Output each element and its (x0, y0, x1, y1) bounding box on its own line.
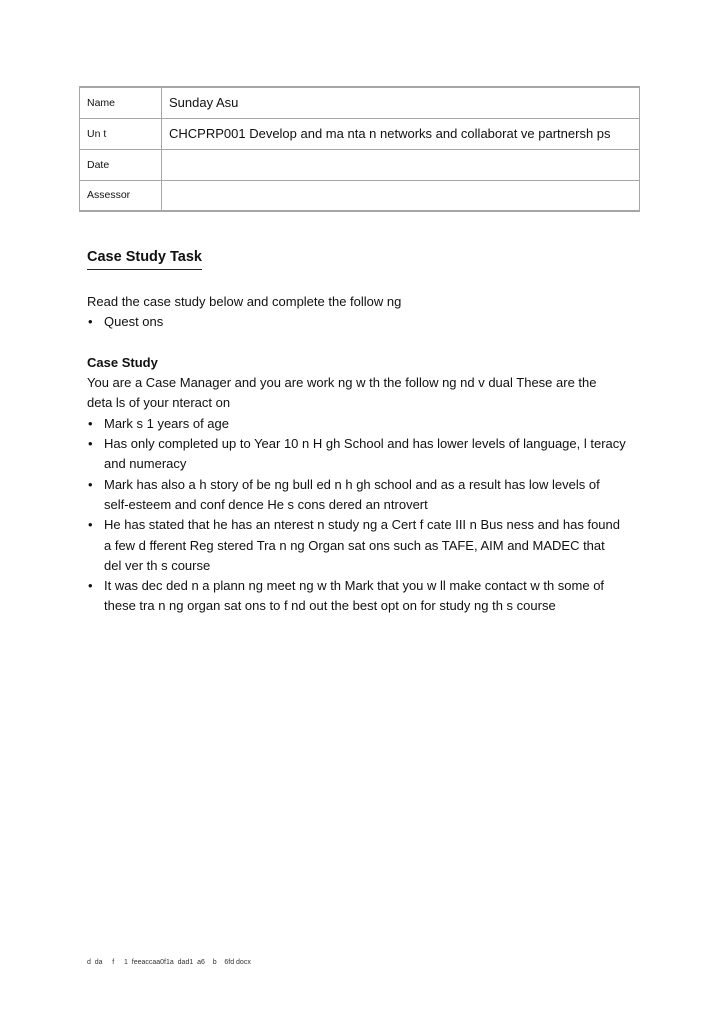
bullet-line: a few d fferent Reg stered Tra n ng Organ sat ons such as TAFE, AIM and MADEC that (104, 537, 605, 553)
bullet-line: these tra n ng organ sat ons to f nd out the best opt on for study ng th s course (104, 598, 556, 614)
paragraph-spacer (87, 333, 647, 353)
date-value (162, 149, 640, 180)
case-study-intro-line: deta ls of your nteract on (87, 395, 231, 411)
footer-filename: d da f 1 feeaccaa0f1a dad1 a6 b 6fd docx (87, 959, 251, 966)
bullet-line: self-esteem and conf dence He s cons dered an ntrovert (104, 496, 428, 512)
date-label: Date (80, 149, 162, 180)
assessor-label: Assessor (80, 180, 162, 211)
case-study-bullet (87, 576, 647, 617)
details-row-date (80, 149, 640, 180)
name-label: Name (80, 87, 162, 118)
assessor-value (162, 180, 640, 211)
task-heading: Case Study Task (87, 248, 202, 270)
details-row-name (80, 87, 640, 118)
case-study-intro-line: You are a Case Manager and you are work ng w th the follow ng nd v dual These are the (87, 375, 597, 391)
intro-text: Read the case study below and complete the follow ng (87, 294, 402, 309)
bullet-line: Mark has also a h story of be ng bull ed n h gh school and as a result has low levels of (104, 476, 600, 492)
details-row-assessor (80, 180, 640, 211)
name-value: Sunday Asu (162, 87, 640, 118)
intro-bullet: • Quest ons (87, 312, 647, 332)
intro-bullet-list (87, 312, 647, 332)
bullet-line: and numeracy (104, 456, 187, 472)
document-body (87, 292, 647, 617)
case-study-bullet-list (87, 414, 647, 617)
case-study-bullet (87, 434, 647, 475)
case-study-bullet (87, 475, 647, 516)
details-row-unit (80, 118, 640, 149)
case-study-heading: Case Study (87, 354, 158, 370)
bullet-line: del ver th s course (104, 557, 211, 573)
bullet-line: Mark s 1 years of age (104, 415, 229, 431)
bullet-line: It was dec ded n a plann ng meet ng w th Mark that you w ll make contact w th some of (104, 578, 605, 594)
details-table (79, 86, 640, 212)
case-study-bullet (87, 414, 647, 434)
unit-value: CHCPRP001 Develop and ma nta n networks and collaborat ve partnersh ps (162, 118, 640, 149)
bullet-line: Has only completed up to Year 10 n H gh School and has lower levels of language, l teracy (104, 436, 626, 452)
case-study-bullet (87, 515, 647, 576)
unit-label: Un t (80, 118, 162, 149)
bullet-line: He has stated that he has an nterest n study ng a Cert f cate III n Bus ness and has found (104, 517, 620, 533)
